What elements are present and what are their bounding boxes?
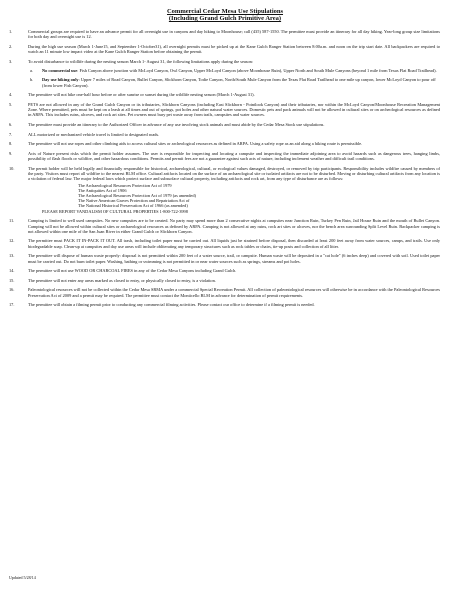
sub-item-text: : Fish Canyon above junction with McLoyd Canyon, Owl Canyon, Upper McLoyd Canyon (above Moonhouse Ruin), Upper North and South Mule Canyons (beyond 1 mile from Texas Flat Road Trailhead). — [77, 68, 437, 74]
stipulation-item — [9, 278, 440, 283]
item-text: The permittee will not hike one-half hour before or after sunrise or sunset during the wildlife nesting season (March 1-August 31). — [28, 92, 255, 98]
item-number: 6. — [9, 122, 13, 128]
item-number: 8. — [9, 141, 13, 147]
item-text: The permittee will dispose of human waste properly: disposal is not permitted within 200 feet of a water source, trail, or campsite. Human waste will be deposited in a "cat hole" (6 inches deep) and covered with soil. Used toilet paper must be carried out. Do not burn toilet paper. Washing, bathing or swimming is not permitted in or near water sources such as springs, streams and pot holes. — [28, 253, 440, 264]
item-text: The permittee will not use ropes and other climbing aids to access cultural sites or archeological resources as defined in ARPA. Using a safety rope as an aid along a hiking route is permissible. — [28, 141, 363, 147]
stipulation-item — [9, 102, 440, 118]
item-text: To avoid disturbance to wildlife during the nesting season March 1- August 31, the following limitations apply during the season: — [28, 58, 254, 64]
sub-item-text: : Upper 7 miles of Road Canyon, Bullet Canyon, Slickhorn Canyon, Todie Canyon, North/South Mule Canyon from the Texas Flat Road Trailhead to one mile up canyon, lower McLoyd Canyon to pour off (from lower Fish Canyon). — [42, 77, 436, 88]
item-text: Acts of Nature present risks which the permit holder assumes. The user is responsible for inspecting and locating a campsite and inspecting the immediate adjoining area to avoid hazards such as dangerous trees, hanging limbs, possibility of flash floods or wildfire, and other hazardous conditions. Permits and permit fees are not a guarantee against such acts of nature, including inclement weather and difficult trail conditions. — [28, 150, 440, 162]
stipulation-item — [9, 59, 440, 88]
item-text: The permittee will not use WOOD OR CHARCOAL FIRES in any of the Cedar Mesa Canyons including Grand Gulch. — [28, 268, 237, 274]
stipulation-item — [9, 166, 440, 214]
item-number: 14. — [9, 268, 15, 274]
updated-date: Updated 5/28/14 — [9, 575, 36, 580]
item-number: 2. — [9, 43, 13, 49]
item-text: The permittee will not enter any areas marked as closed to entry, or physically closed to entry, is a violation. — [28, 277, 216, 283]
sub-item-lead: Day use hiking only — [42, 77, 79, 83]
document-title — [0, 8, 450, 22]
item-number: 5. — [9, 101, 13, 107]
item-number: 16. — [9, 287, 15, 293]
title-line-1: Commercial Cedar Mesa Use Stipulations — [166, 8, 284, 15]
item-text: Camping is limited to well used campsites. No new campsites are to be created. No party may spend more than 2 consecutive nights at campsites near Junction Ruin, Turkey Pen Ruin, Jail House Ruin and the mouth of Bullet Canyon. Camping will not be allowed within cultural sites or archaeological resources as defined by ARPA. Camping is not allowed at any ruins, rock art sites or alcoves, nor the bench area surrounding Split Level Ruin. Backpacker camping is not allowed within one mile of the San Juan River in either Grand Gulch or Slickhorn Canyon. — [28, 218, 440, 234]
title-line-2: (Including Grand Gulch Primitive Area) — [168, 15, 282, 23]
item-text: PETS are not allowed in any of the Grand Gulch Canyon or its tributaries, Slickhorn Canyons (including East Slickhorn - Pointlook Canyon) and their tributaries, nor within the McLoyd Canyon/Moonhouse Recreation Management Zone. Where permitted, pets must be kept on a leash at all times and out of springs, pot holes and other natural water sources. Domestic pets and pack animals will not be allowed in cultural sites or on archeological resources as defined in ARPA. This includes ruins, alcoves, and rock art sites. Pet owners must bury pet waste away from trails, campsites and water sources. — [28, 101, 440, 118]
federal-law: The National Historical Preservation Act of 1966 (as amended) — [78, 203, 188, 209]
stipulation-item — [9, 151, 440, 162]
item-number: 4. — [9, 92, 13, 98]
sub-item-mark: b. — [30, 77, 34, 83]
item-text: Commercial groups are required to have an advance permit for all overnight use in canyons and day hiking to Moonhouse; call (435) 587-1550. The permittee must provide an itinerary for all day hiking. Year-long group size limitations for both day and overnight use is 12. — [28, 29, 440, 40]
federal-law: The Native American Graves Protection and Repatriation Act of — [78, 198, 190, 204]
item-number: 17. — [9, 302, 15, 308]
item-number: 12. — [9, 238, 15, 244]
item-number: 7. — [9, 131, 13, 137]
sub-item-lead: No commercial use — [42, 68, 78, 74]
item-text: The permittee will obtain a filming permit prior to conducting any commercial filming activities. Please contact our office to determine if a filming permit is needed. — [28, 302, 315, 308]
stipulation-item — [9, 287, 440, 298]
item-number: 9. — [9, 150, 13, 156]
stipulation-list — [9, 29, 440, 312]
item-number: 13. — [9, 253, 15, 259]
item-number: 1. — [9, 29, 13, 34]
federal-law: The Archaeological Resources Protection Act of 1979 (as amended) — [78, 193, 196, 199]
stipulation-item — [9, 238, 440, 249]
item-text: Paleontological resources will not be collected within the Cedar Mesa SRMA under a commercial Special Recreation Permit. All collection of paleontological resources will otherwise be in accordance with the Paleontological Resources Preservation Act of 2009 and a permit may be required. The permittee must contact the Monticello BLM in advance for determination of permit requirements. — [28, 287, 440, 298]
stipulation-item — [9, 302, 440, 307]
stipulation-item — [9, 92, 440, 97]
item-number: 15. — [9, 277, 15, 283]
item-text: The permittee must provide an itinerary to the Authorized Officer in advance of any use involving stock animals and must abide by the Cedar Mesa Stock use stipulations. — [28, 122, 325, 128]
item-number: 11. — [9, 218, 15, 224]
sub-item-no-commercial — [28, 68, 440, 73]
federal-law: The Antiquities Act of 1906 — [78, 187, 127, 193]
item-text: The permit holder will be held legally and financially responsible for historical, archaeological, cultural, or ecological values damaged, destroyed, or removed by trip participants. Responsibility includes wildfire caused by members of the party. Visitors must report all wildfire to the nearest BLM office. Cultural artifacts located on the surface of an archaeological site or isolated artifacts are not to be disturbed. Moving or disturbing cultural artifacts from any location is a violation of federal law. The major federal laws which protect surface and subsurface cultural property, including artifacts and rock art, from any type of disturbance are as follows: — [28, 165, 440, 182]
item-text: ALL motorized or mechanized vehicle travel is limited to designated roads. — [28, 131, 160, 137]
federal-laws-list — [28, 183, 440, 209]
stipulation-item — [9, 122, 440, 127]
sub-item-day-use — [28, 77, 440, 88]
item-text: The permittee must PACK IT IN-PACK IT OUT. All trash, including toilet paper must be carried out. All liquids just be strained before disposal, then discarded at least 200 feet away from water sources, camps, and trails. Use only biodegradable soap. Clean-up at campsites and day use areas will include obliterating any temporary structures such as rock tables or chairs, tie-up posts and collection of all litter. — [28, 238, 440, 249]
item-number: 3. — [9, 58, 13, 64]
federal-law: The Archaeological Resources Protection Act of 1979 — [78, 182, 172, 188]
stipulation-item — [9, 44, 440, 55]
stipulation-item — [9, 268, 440, 273]
vandalism-report-line: PLEASE REPORT VANDALISM OF CULTURAL PROPERTIES 1-800-722-3998 — [42, 208, 188, 214]
item-text: During the high use season (March 1-June15, and September 1-October31), all overnight permits must be picked up at the Kane Gulch Ranger Station between 8:00a.m. and noon on the trip start date. All backpackers are required to watch an 11 minute low impact video at the Kane Gulch Ranger Station before obtaining the permit. — [28, 43, 440, 55]
stipulation-item — [9, 141, 440, 146]
stipulation-item — [9, 218, 440, 234]
stipulation-item — [9, 253, 440, 264]
sub-item-mark: a. — [30, 68, 34, 74]
stipulation-item — [9, 29, 440, 40]
stipulation-item — [9, 132, 440, 137]
item-number: 10. — [9, 165, 15, 171]
